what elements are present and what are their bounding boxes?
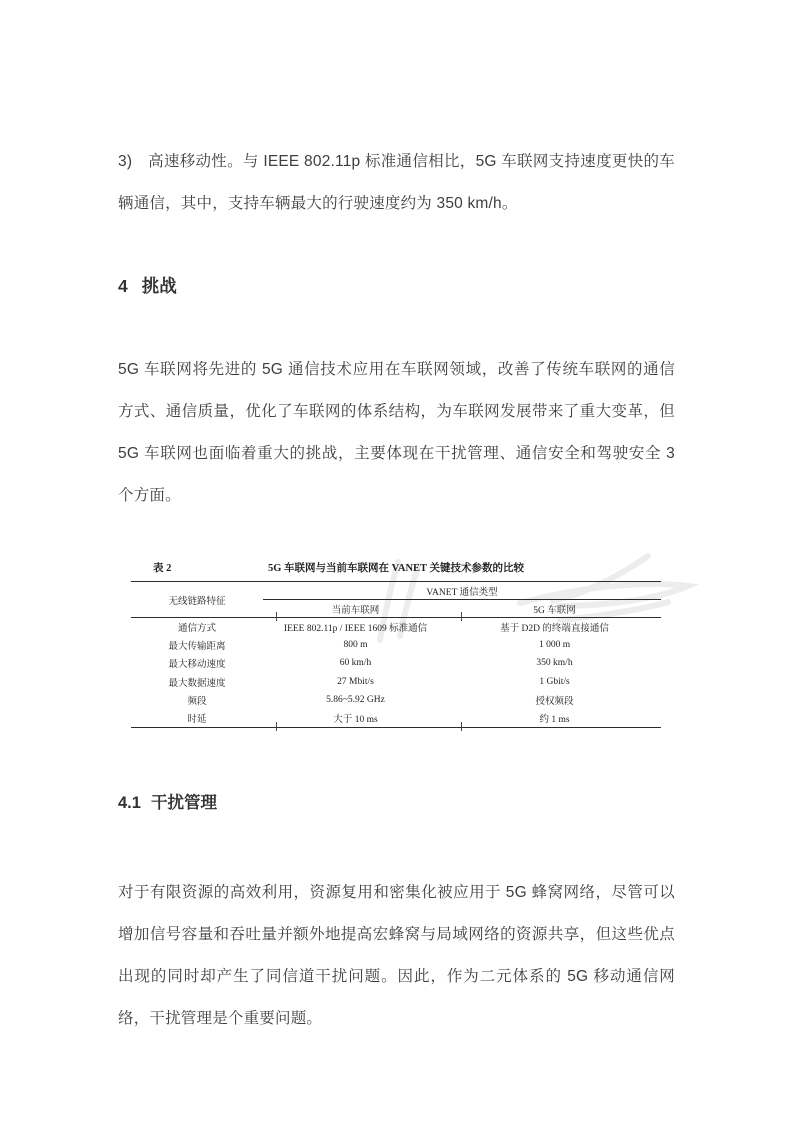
table-column-tick — [276, 722, 277, 731]
section-number: 4.1 — [118, 793, 141, 812]
table-row — [131, 636, 661, 654]
section-number: 4 — [118, 276, 128, 296]
cell-feature: 最大传输距离 — [168, 641, 226, 652]
section-heading-4 — [118, 273, 675, 299]
cell-current: 800 m — [343, 639, 368, 650]
cell-current: 27 Mbit/s — [337, 676, 374, 687]
cell-5g: 1 000 m — [538, 639, 571, 650]
table-header-5g: 5G 车联网 — [448, 600, 661, 618]
table-caption — [131, 559, 661, 579]
cell-feature: 通信方式 — [177, 623, 216, 634]
cell-feature: 时延 — [187, 714, 207, 725]
table-row — [131, 618, 661, 636]
table-column-tick — [276, 612, 277, 621]
cell-current: 大于 10 ms — [333, 714, 378, 725]
table-row — [131, 691, 661, 709]
section-title: 挑战 — [141, 276, 177, 296]
table-row — [131, 654, 661, 672]
cell-feature: 最大数据速度 — [168, 678, 226, 689]
table-header-group: VANET 通信类型 — [263, 582, 661, 600]
table-header-current: 当前车联网 — [263, 600, 448, 618]
cell-5g: 约 1 ms — [539, 714, 570, 725]
paragraph-challenges-intro: 5G 车联网将先进的 5G 通信技术应用在车联网领域，改善了传统车联网的通信方式、通信质量，优化了车联网的体系结构，为车联网发展带来了重大变革，但 5G 车联网也面临着重大的挑战，主要体现在干扰管理、通信安全和驾驶安全 3 个方面。 — [118, 361, 675, 504]
cell-feature: 最大移动速度 — [168, 660, 226, 671]
section-heading-4-1 — [118, 790, 675, 816]
table-header-feature: 无线链路特征 — [131, 582, 263, 618]
comparison-table — [131, 581, 661, 728]
section-title: 干扰管理 — [150, 793, 217, 812]
paragraph-high-speed-mobility: 3) 高速移动性。与 IEEE 802.11p 标准通信相比，5G 车联网支持速度更快的车辆通信，其中，支持车辆最大的行驶速度约为 350 km/h。 — [118, 153, 675, 212]
cell-5g: 授权频段 — [535, 696, 574, 707]
cell-5g: 1 Gbit/s — [539, 676, 570, 687]
cell-current: 5.86~5.92 GHz — [326, 694, 385, 705]
table-column-tick — [461, 722, 462, 731]
table-column-tick — [461, 612, 462, 621]
table-row — [131, 672, 661, 690]
table-title: 5G 车联网与当前车联网在 VANET 关键技术参数的比较 — [267, 563, 524, 574]
cell-5g: 350 km/h — [536, 658, 573, 669]
cell-feature: 频段 — [187, 696, 207, 707]
cell-5g: 基于 D2D 的终端直接通信 — [500, 623, 609, 634]
table-row — [131, 709, 661, 727]
cell-current: IEEE 802.11p / IEEE 1609 标准通信 — [283, 623, 428, 634]
paragraph-interference-management: 对于有限资源的高效利用，资源复用和密集化被应用于 5G 蜂窝网络，尽管可以增加信号容量和吞吐量并额外地提高宏蜂窝与局域网络的资源共享，但这些优点出现的同时却产生了同信道干扰问题。因此，作为二元体系的 5G 移动通信网络，干扰管理是个重要问题。 — [118, 883, 675, 1027]
page-content — [0, 141, 793, 1040]
table-label: 表 2 — [153, 563, 172, 574]
table-2-block — [131, 559, 661, 728]
cell-current: 60 km/h — [339, 658, 372, 669]
